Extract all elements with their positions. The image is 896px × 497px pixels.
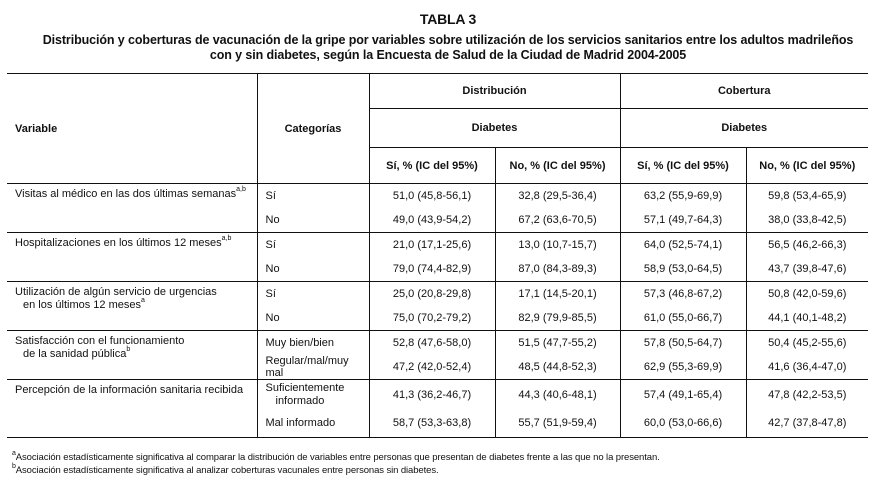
- table-row: [7, 331, 868, 356]
- table-row: [7, 233, 868, 258]
- row-variable: Utilización de algún servicio de urgencias en los últimos 12 meses$^a$: [7, 282, 257, 331]
- row-category: No: [257, 257, 369, 282]
- cell-dist-no: 55,7 (51,9-59,4): [495, 409, 620, 437]
- row-variable: Percepción de la información sanitaria recibida: [7, 380, 257, 438]
- row-category: Sí: [257, 282, 369, 307]
- cell-cob-si: 62,9 (55,3-69,9): [620, 355, 746, 380]
- row-category: Suficientemente informado: [257, 380, 369, 410]
- cell-dist-si: 52,8 (47,6-58,0): [369, 331, 495, 356]
- table-title: TABLA 3: [419, 11, 477, 27]
- header-diabetes-cobertura: Diabetes: [620, 109, 868, 148]
- cell-cob-si: 61,0 (55,0-66,7): [620, 306, 746, 331]
- cell-cob-si: 60,0 (53,0-66,6): [620, 409, 746, 437]
- row-variable: Visitas al médico en las dos últimas semanas$^{a,b}$: [7, 184, 257, 233]
- row-category: No: [257, 208, 369, 233]
- cell-cob-si: 57,3 (46,8-67,2): [620, 282, 746, 307]
- cell-dist-no: 32,8 (29,5-36,4): [495, 184, 620, 209]
- header-distribucion: Distribución: [369, 74, 620, 109]
- cell-cob-si: 57,8 (50,5-64,7): [620, 331, 746, 356]
- data-table: [7, 73, 868, 438]
- header-variable: Variable: [7, 74, 257, 184]
- cell-dist-no: 51,5 (47,7-55,2): [495, 331, 620, 356]
- cell-dist-no: 17,1 (14,5-20,1): [495, 282, 620, 307]
- row-variable: Satisfacción con el funcionamiento de la sanidad pública$^b$: [7, 331, 257, 380]
- cell-cob-no: 56,5 (46,2-66,3): [746, 233, 868, 258]
- footnote-a: $^a$Asociación estadísticamente significativa al comparar la distribución de variables entre personas que presentan de diabetes frente a las que no la presentan.: [12, 450, 660, 463]
- cell-dist-si: 51,0 (45,8-56,1): [369, 184, 495, 209]
- row-category: Sí: [257, 233, 369, 258]
- subtitle-line-1: Distribución y coberturas de vacunación de la gripe por variables sobre utilización de los servicios sanitarios entre los adultos madrileños: [42, 33, 854, 47]
- cell-cob-si: 58,9 (53,0-64,5): [620, 257, 746, 282]
- row-category: Mal informado: [257, 409, 369, 437]
- header-dist-no: No, % (IC del 95%): [495, 148, 620, 184]
- cell-dist-no: 13,0 (10,7-15,7): [495, 233, 620, 258]
- table-row: [7, 184, 868, 209]
- table-row: [7, 282, 868, 307]
- row-category: Muy bien/bien: [257, 331, 369, 356]
- cell-dist-si: 58,7 (53,3-63,8): [369, 409, 495, 437]
- row-category: Sí: [257, 184, 369, 209]
- cell-dist-no: 67,2 (63,6-70,5): [495, 208, 620, 233]
- subtitle-line-2: con y sin diabetes, según la Encuesta de Salud de la Ciudad de Madrid 2004-2005: [209, 48, 687, 62]
- cell-cob-si: 64,0 (52,5-74,1): [620, 233, 746, 258]
- cell-cob-no: 59,8 (53,4-65,9): [746, 184, 868, 209]
- cell-cob-no: 50,8 (42,0-59,6): [746, 282, 868, 307]
- table-subtitle: [0, 33, 896, 63]
- cell-cob-no: 42,7 (37,8-47,8): [746, 409, 868, 437]
- cell-dist-si: 25,0 (20,8-29,8): [369, 282, 495, 307]
- cell-cob-si: 57,4 (49,1-65,4): [620, 380, 746, 410]
- header-cob-si: Sí, % (IC del 95%): [620, 148, 746, 184]
- cell-dist-no: 82,9 (79,9-85,5): [495, 306, 620, 331]
- cell-dist-no: 44,3 (40,6-48,1): [495, 380, 620, 410]
- cell-dist-si: 75,0 (70,2-79,2): [369, 306, 495, 331]
- cell-dist-si: 79,0 (74,4-82,9): [369, 257, 495, 282]
- cell-dist-no: 87,0 (84,3-89,3): [495, 257, 620, 282]
- header-cobertura: Cobertura: [620, 74, 868, 109]
- cell-dist-si: 21,0 (17,1-25,6): [369, 233, 495, 258]
- cell-cob-no: 38,0 (33,8-42,5): [746, 208, 868, 233]
- row-category: No: [257, 306, 369, 331]
- cell-cob-no: 41,6 (36,4-47,0): [746, 355, 868, 380]
- footnote-b: $^b$Asociación estadísticamente significativa al analizar coberturas vacunales entre personas sin diabetes.: [12, 463, 439, 476]
- cell-dist-no: 48,5 (44,8-52,3): [495, 355, 620, 380]
- cell-cob-no: 44,1 (40,1-48,2): [746, 306, 868, 331]
- cell-cob-si: 57,1 (49,7-64,3): [620, 208, 746, 233]
- cell-dist-si: 41,3 (36,2-46,7): [369, 380, 495, 410]
- table-row: [7, 380, 868, 410]
- cell-cob-no: 43,7 (39,8-47,6): [746, 257, 868, 282]
- header-diabetes-distribucion: Diabetes: [369, 109, 620, 148]
- cell-cob-no: 47,8 (42,2-53,5): [746, 380, 868, 410]
- row-category: Regular/mal/muy mal: [257, 355, 369, 380]
- cell-dist-si: 49,0 (43,9-54,2): [369, 208, 495, 233]
- header-categorias: Categorías: [257, 74, 369, 184]
- cell-dist-si: 47,2 (42,0-52,4): [369, 355, 495, 380]
- row-variable: Hospitalizaciones en los últimos 12 meses$^{a,b}$: [7, 233, 257, 282]
- cell-cob-si: 63,2 (55,9-69,9): [620, 184, 746, 209]
- header-cob-no: No, % (IC del 95%): [746, 148, 868, 184]
- header-dist-si: Sí, % (IC del 95%): [369, 148, 495, 184]
- cell-cob-no: 50,4 (45,2-55,6): [746, 331, 868, 356]
